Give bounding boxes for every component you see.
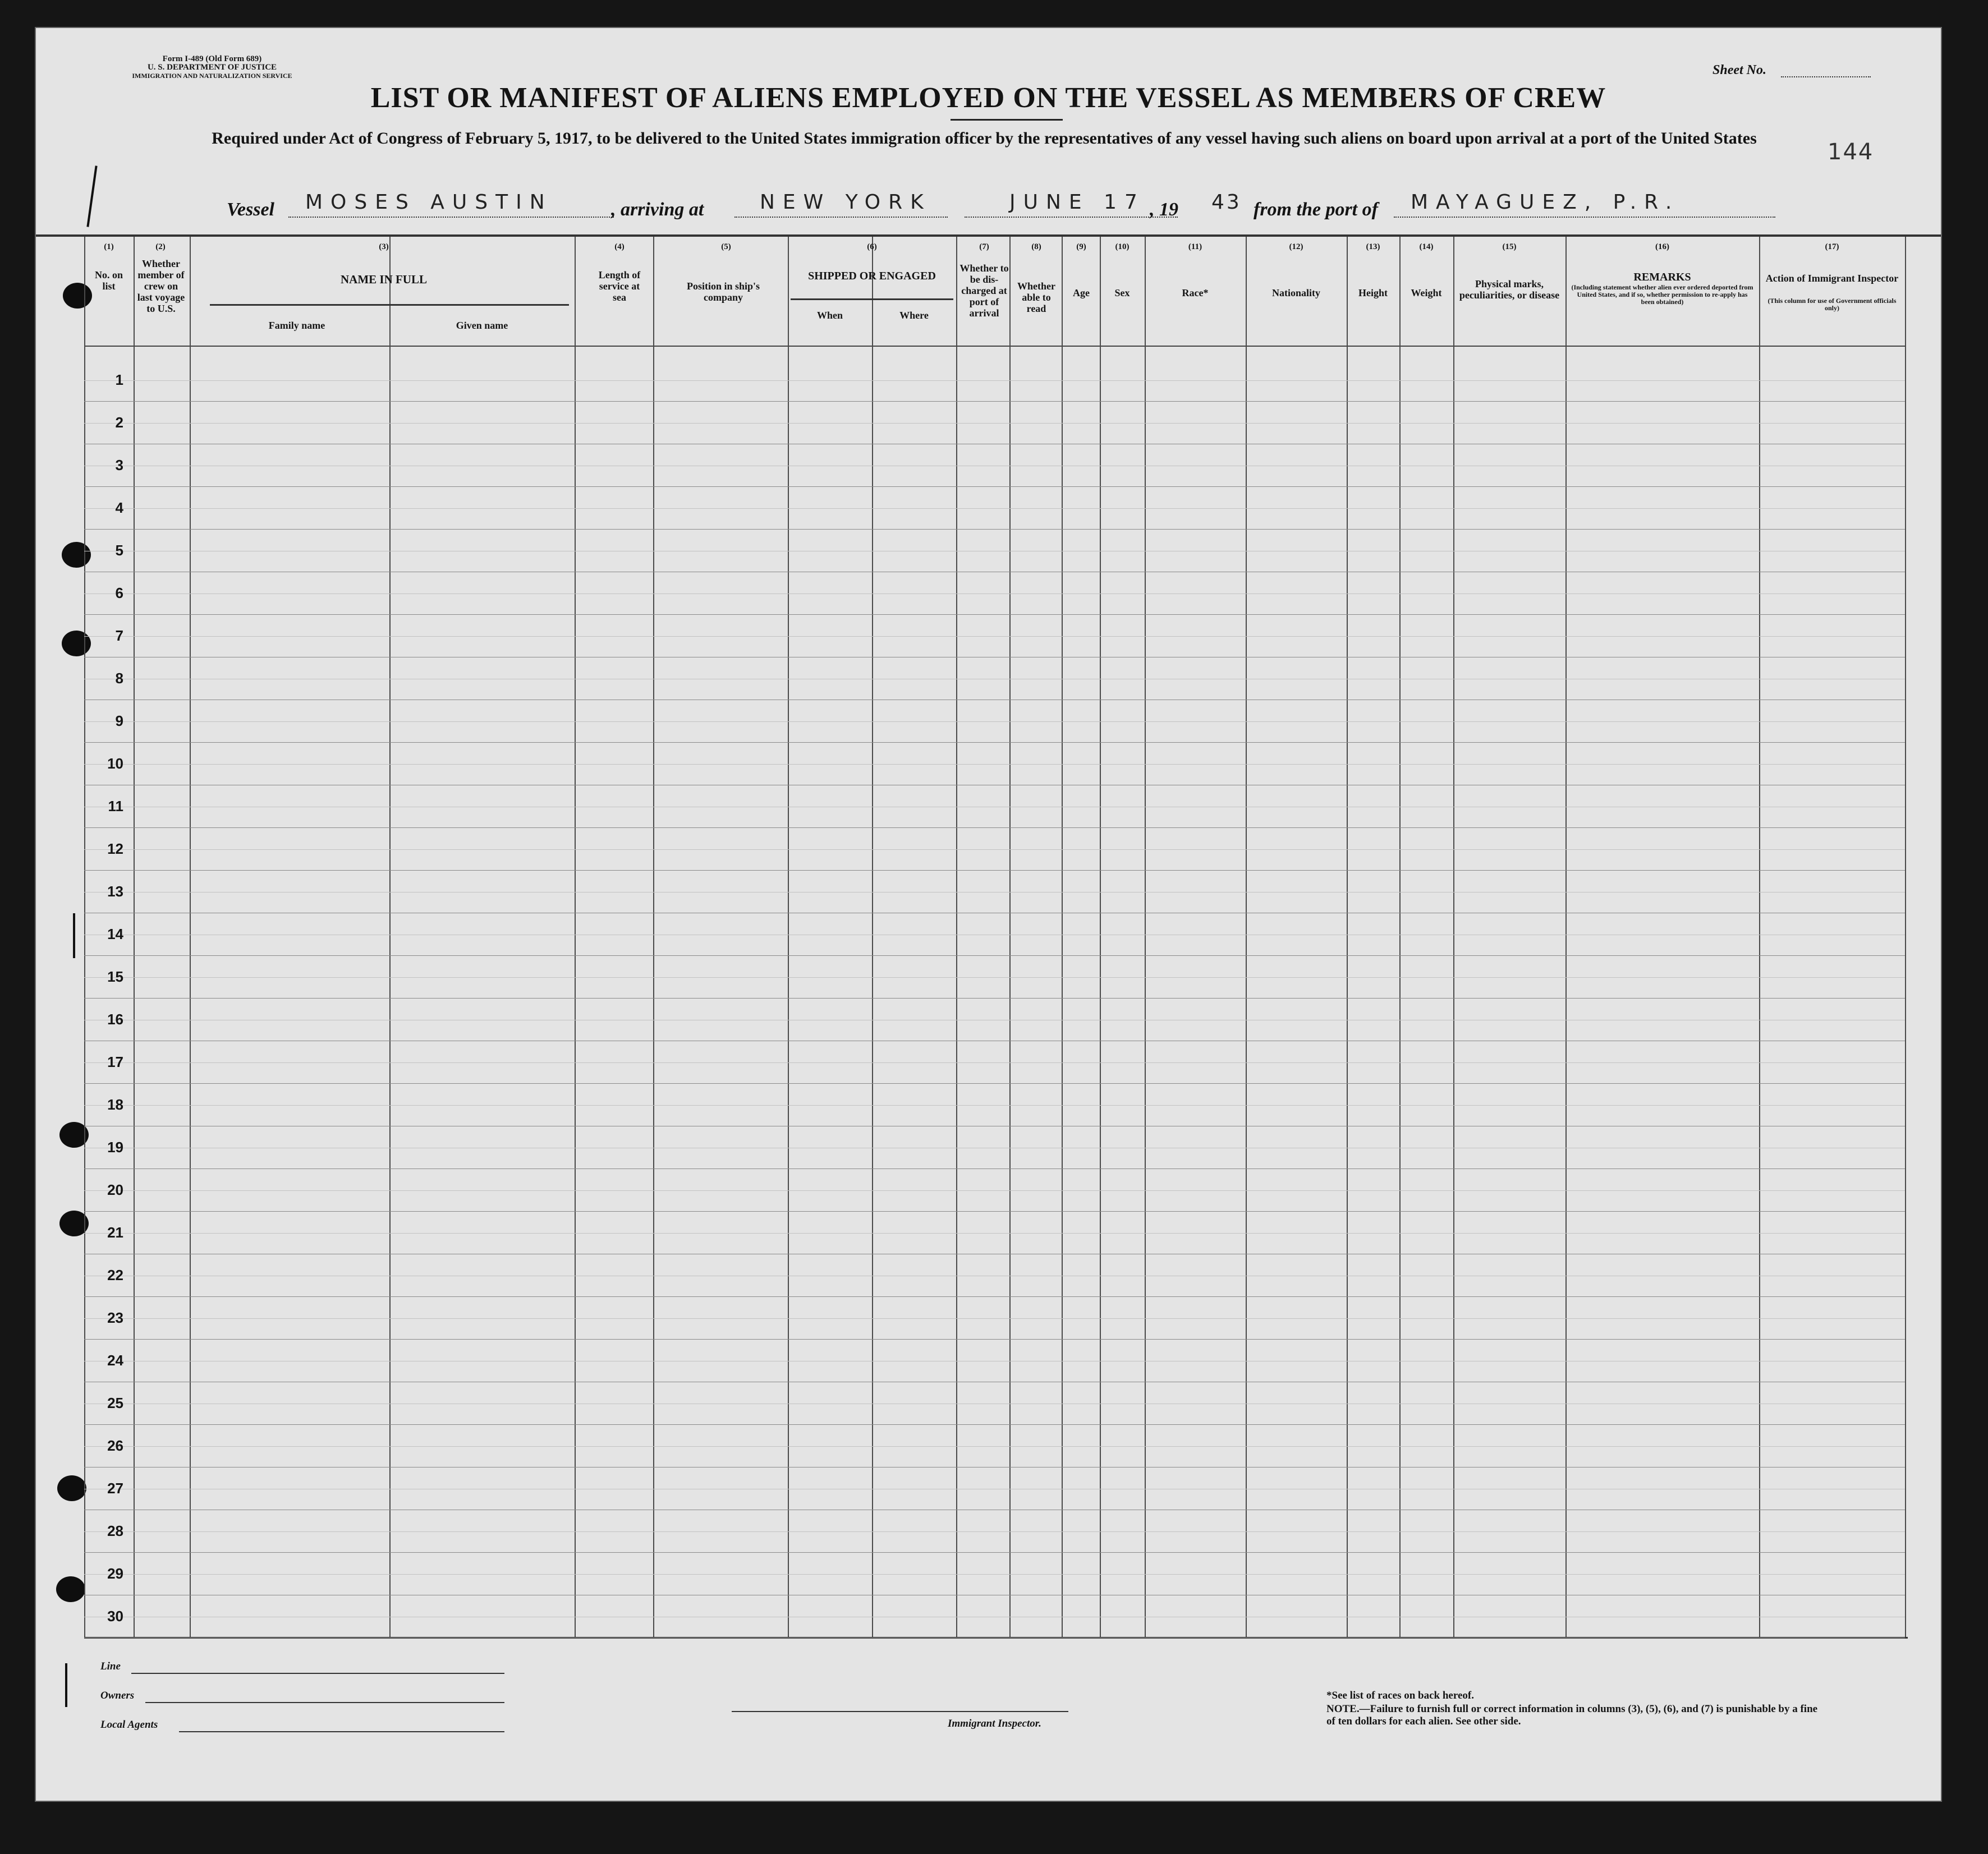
- col-header-weight: Weight: [1411, 287, 1442, 298]
- footer-agents-field[interactable]: [179, 1731, 504, 1732]
- row-subrule: [84, 1446, 1905, 1447]
- row-number: 3: [115, 457, 123, 473]
- row-subrule: [84, 508, 1905, 509]
- race-footnote: *See list of races on back hereof.: [1326, 1690, 1474, 1701]
- row-subrule: [84, 423, 1905, 424]
- col-num-2: (2): [155, 242, 166, 251]
- row-subrule: [84, 1531, 1905, 1532]
- binder-hole: [62, 542, 91, 568]
- column-rule: [1453, 237, 1454, 1637]
- row-number: 17: [107, 1053, 123, 1070]
- col-header-position: Position in ship's company: [686, 280, 760, 303]
- col-num-9: (9): [1076, 242, 1086, 251]
- row-number: 18: [107, 1096, 123, 1113]
- penalty-note: NOTE.—Failure to furnish full or correct information in columns (3), (5), (6), and (7) is punishable by a fine of ten dollars for each alien. See other side.: [1326, 1703, 1818, 1727]
- col-header-family-name: Family name: [268, 320, 325, 331]
- column-rule: [653, 237, 654, 1637]
- column-rule: [190, 237, 191, 1637]
- row-number: 15: [107, 968, 123, 985]
- page-title: LIST OR MANIFEST OF ALIENS EMPLOYED ON THE VESSEL AS MEMBERS OF CREW: [370, 82, 1606, 114]
- row-number: 23: [107, 1309, 123, 1326]
- col-num-12: (12): [1289, 242, 1303, 251]
- vessel-label: Vessel: [227, 199, 274, 220]
- binder-hole: [62, 631, 91, 656]
- row-number: 9: [115, 712, 123, 729]
- row-number: 19: [107, 1139, 123, 1156]
- column-rule: [1347, 237, 1348, 1637]
- col-num-7: (7): [979, 242, 989, 251]
- col-num-1: (1): [104, 242, 114, 251]
- form-number: Form I-489 (Old Form 689): [162, 54, 262, 63]
- row-rule: [84, 827, 1905, 828]
- sheet-number-label: Sheet No.: [1712, 63, 1766, 77]
- inspector-signature-field[interactable]: [732, 1711, 1068, 1712]
- table-top-rule: [36, 234, 1941, 237]
- col-num-13: (13): [1366, 242, 1380, 251]
- col-header-physical-marks: Physical marks, peculiarities, or disease: [1459, 278, 1560, 301]
- col-header-length-of-service: Length of service at sea: [598, 269, 641, 303]
- col-header-age: Age: [1073, 287, 1090, 298]
- column-rule: [1399, 237, 1401, 1637]
- row-rule: [84, 1296, 1905, 1297]
- col-num-14: (14): [1419, 242, 1434, 251]
- column-rule: [389, 237, 391, 1637]
- column-rule: [956, 237, 957, 1637]
- row-number: 27: [107, 1480, 123, 1497]
- col-num-11: (11): [1188, 242, 1202, 251]
- row-subrule: [84, 1574, 1905, 1575]
- col-num-8: (8): [1031, 242, 1041, 251]
- row-number: 8: [115, 670, 123, 687]
- column-rule: [575, 237, 576, 1637]
- manifest-sheet: [35, 27, 1942, 1802]
- column-rule: [872, 300, 873, 1637]
- row-number: 29: [107, 1565, 123, 1582]
- row-subrule: [84, 380, 1905, 381]
- column-rule: [84, 237, 85, 1637]
- col-num-5: (5): [721, 242, 731, 251]
- row-rule: [84, 1168, 1905, 1169]
- row-subrule: [84, 1318, 1905, 1319]
- col-header-shipped: SHIPPED OR ENGAGED: [808, 270, 936, 282]
- column-rule: [1062, 237, 1063, 1637]
- col-header-sex: Sex: [1114, 287, 1130, 298]
- row-rule: [84, 870, 1905, 871]
- column-rule: [1100, 237, 1101, 1637]
- col-num-3: (3): [379, 242, 389, 251]
- col-header-able-to-read: Whether able to read: [1017, 280, 1055, 314]
- service-name: IMMIGRATION AND NATURALIZATION SERVICE: [132, 72, 292, 80]
- col-num-10: (10): [1115, 242, 1130, 251]
- row-rule: [84, 955, 1905, 956]
- row-subrule: [84, 1062, 1905, 1063]
- col-header-where: Where: [899, 310, 929, 321]
- col-num-4: (4): [614, 242, 625, 251]
- row-number: 5: [115, 542, 123, 559]
- row-rule: [84, 486, 1905, 487]
- arrival-date-rule: [965, 217, 1178, 218]
- row-number: 26: [107, 1437, 123, 1454]
- row-number: 16: [107, 1011, 123, 1028]
- from-port-label: from the port of: [1254, 199, 1378, 220]
- binder-hole: [56, 1576, 85, 1602]
- row-number: 30: [107, 1608, 123, 1625]
- row-number: 1: [115, 371, 123, 388]
- vessel-name[interactable]: MOSES AUSTIN: [305, 191, 553, 214]
- row-number: 22: [107, 1267, 123, 1283]
- row-subrule: [84, 892, 1905, 893]
- row-rule: [84, 1083, 1905, 1084]
- row-subrule: [84, 849, 1905, 850]
- footer-line-field[interactable]: [131, 1673, 504, 1674]
- col-header-remarks: REMARKS: [1633, 271, 1691, 283]
- from-port-rule: [1394, 217, 1775, 218]
- arriving-label: , arriving at: [611, 199, 704, 220]
- arriving-port[interactable]: NEW YORK: [760, 191, 931, 214]
- row-rule: [84, 529, 1905, 530]
- footer-bracket-mark: [65, 1663, 67, 1707]
- column-rule: [1145, 237, 1146, 1637]
- row-rule: [84, 1424, 1905, 1425]
- header-separator: [84, 346, 1905, 347]
- col-header-when: When: [816, 310, 843, 321]
- row-number: 13: [107, 883, 123, 900]
- row-subrule: [84, 1105, 1905, 1106]
- row-rule: [84, 1211, 1905, 1212]
- department-name: U. S. DEPARTMENT OF JUSTICE: [147, 63, 277, 72]
- col-header-given-name: Given name: [456, 320, 508, 331]
- column-rule: [788, 237, 789, 1637]
- row-number: 12: [107, 840, 123, 857]
- row-subrule: [84, 636, 1905, 637]
- from-port[interactable]: MAYAGUEZ, P.R.: [1411, 191, 1680, 214]
- row-number: 11: [108, 798, 123, 815]
- col-num-16: (16): [1655, 242, 1669, 251]
- vessel-line: [36, 28, 1941, 252]
- row-number: 4: [115, 499, 123, 516]
- row-number: 21: [107, 1224, 123, 1241]
- row-rule: [84, 614, 1905, 615]
- row-number: 20: [107, 1181, 123, 1198]
- row-number: 6: [115, 585, 123, 601]
- margin-bracket-mark: [73, 913, 75, 958]
- row-number: 2: [115, 414, 123, 431]
- row-subrule: [84, 764, 1905, 765]
- row-rule: [84, 401, 1905, 402]
- column-rule: [1009, 237, 1011, 1637]
- column-rule: [1565, 237, 1567, 1637]
- row-rule: [84, 1339, 1905, 1340]
- page-subtitle: Required under Act of Congress of February 5, 1917, to be delivered to the United States immigration officer by the representatives of any vessel having such aliens on board upon arrival at a port of the United States: [212, 129, 1757, 148]
- col-header-remarks-note: (Including statement whether alien ever ordered deported from United States, and if so, whether permission to re-apply has been obtained): [1571, 283, 1753, 306]
- column-rule: [1759, 237, 1760, 1637]
- margin-number: 144: [1828, 139, 1874, 165]
- binder-hole: [63, 283, 92, 309]
- row-number: 25: [107, 1395, 123, 1411]
- name-header-rule: [210, 304, 569, 306]
- binder-hole: [57, 1475, 86, 1501]
- row-number: 28: [107, 1522, 123, 1539]
- row-number: 24: [107, 1352, 123, 1369]
- row-subrule: [84, 977, 1905, 978]
- row-rule: [84, 1552, 1905, 1553]
- arriving-port-rule: [734, 217, 948, 218]
- arrival-date[interactable]: JUNE 17: [1009, 191, 1145, 214]
- row-subrule: [84, 1190, 1905, 1191]
- col-header-inspector-note: (This column for use of Government officials only): [1767, 297, 1897, 312]
- footer-agents-label: Local Agents: [100, 1719, 158, 1731]
- col-header-height: Height: [1358, 287, 1388, 298]
- inspector-label: Immigrant Inspector.: [948, 1718, 1041, 1729]
- row-number: 14: [107, 926, 123, 942]
- row-subrule: [84, 1233, 1905, 1234]
- footer-owners-field[interactable]: [145, 1702, 504, 1703]
- col-num-17: (17): [1825, 242, 1839, 251]
- row-number: 7: [115, 627, 123, 644]
- row-rule: [84, 998, 1905, 999]
- col-header-discharged: Whether to be dis-charged at port of arrival: [959, 263, 1009, 319]
- row-rule: [84, 742, 1905, 743]
- col-num-15: (15): [1502, 242, 1517, 251]
- col-header-race: Race*: [1182, 287, 1209, 298]
- row-number: 10: [107, 755, 123, 772]
- col-header-last-voyage: Whether member of crew on last voyage to U.S.: [137, 258, 185, 314]
- col-header-nationality: Nationality: [1271, 287, 1320, 298]
- row-subrule: [84, 721, 1905, 722]
- row-rule: [84, 1637, 1905, 1638]
- footer-line-label: Line: [100, 1660, 121, 1672]
- year-prefix: , 19: [1150, 199, 1178, 220]
- column-rule: [1905, 237, 1906, 1637]
- column-rule: [134, 237, 135, 1637]
- vessel-name-rule: [288, 217, 614, 218]
- col-header-no: No. on list: [94, 269, 123, 292]
- shipped-header-rule: [791, 298, 953, 300]
- arrival-year[interactable]: 43: [1211, 191, 1242, 214]
- col-header-inspector-action: Action of Immigrant Inspector: [1765, 273, 1899, 284]
- footer-owners-label: Owners: [100, 1690, 135, 1701]
- column-rule: [1246, 237, 1247, 1637]
- col-num-6: (6): [867, 242, 877, 251]
- col-header-name: NAME IN FULL: [340, 273, 427, 286]
